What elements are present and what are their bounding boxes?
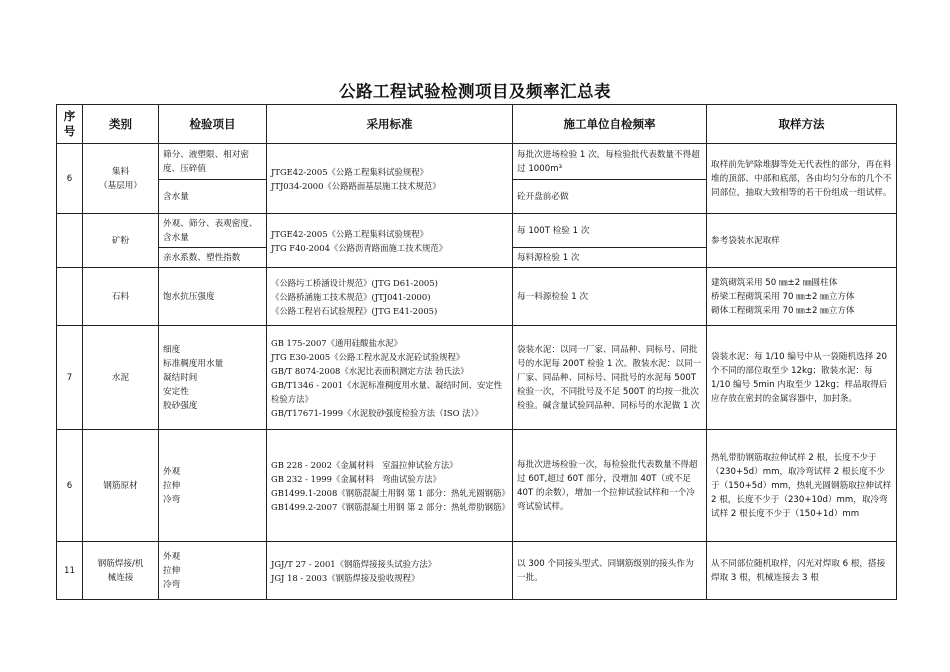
row-standards (267, 326, 513, 430)
row-category (83, 144, 159, 214)
page-title: 公路工程试验检测项目及频率汇总表 (339, 82, 611, 101)
row-items: 筛分、液塑限、相对密度、压碎值 (159, 144, 267, 180)
standard-line: GB1499.1-2008《钢筋混凝土用钢 第 1 部分：热轧光圆钢筋》 (271, 487, 510, 498)
row-frequency: 每料源检验 1 次 (513, 248, 707, 268)
header-row (57, 105, 897, 144)
header-standards: 采用标准 (267, 105, 513, 144)
row-no: 7 (57, 326, 83, 430)
table-row (57, 430, 897, 542)
sampling-line: 砌体工程砌筑采用 70 ㎜±2 ㎜立方体 (711, 305, 855, 316)
category-line: 集料 (111, 166, 130, 177)
item-line: 标准稠度用水量 (163, 358, 224, 369)
row-sampling: 袋装水泥：每 1/10 编号中从一袋随机选择 20 个不同的部位取至少 12kg；散装水泥：每 1/10 编号 5min 内取至少 12kg；样品取得后应存放在密封的金属容器中，加封条。 (707, 326, 897, 430)
item-line: 凝结时间 (163, 372, 198, 383)
header-category: 类别 (83, 105, 159, 144)
category-line: （基层用） (99, 180, 142, 191)
summary-table (56, 104, 897, 600)
standard-line: GB 228 - 2002《金属材料 室温拉伸试验方法》 (271, 459, 458, 470)
standard-line: GB/T17671-1999《水泥胶砂强度检验方法（ISO 法）》 (271, 407, 484, 418)
category-line: 钢筋焊接/机 (97, 558, 144, 569)
row-category: 水泥 (83, 326, 159, 430)
row-sampling (707, 268, 897, 326)
standard-line: GB/T1346 - 2001《水泥标准稠度用水量、凝结时间、安定性检验方法》 (271, 379, 503, 404)
standard-line: GB 175-2007《通用硅酸盐水泥》 (271, 337, 403, 348)
row-no (57, 214, 83, 268)
standard-line: JTGE42-2005《公路工程集料试验规程》 (271, 166, 429, 177)
header-frequency: 施工单位自检频率 (513, 105, 707, 144)
row-items (159, 326, 267, 430)
row-items: 外观、筛分、表观密度、含水量 (159, 214, 267, 248)
row-frequency: 每批次进场检验 1 次，每检验批代表数量不得超过 1000m³ (513, 144, 707, 180)
item-line: 拉伸 (163, 565, 181, 576)
standard-line: 《公路桥涵施工技术规范》(JTJ041-2000) (271, 291, 431, 302)
item-line: 安定性 (163, 386, 189, 397)
table-row (57, 268, 897, 326)
row-sampling: 取样前先铲除堆脚等处无代表性的部分，再在料堆的顶部、中部和底部，各由均匀分布的几个不同部位，抽取大致相等的若干份组成一组试样。 (707, 144, 897, 214)
row-items: 含水量 (159, 180, 267, 214)
item-line: 外观 (163, 466, 181, 477)
standard-line: JGJ/T 27 - 2001《钢筋焊接接头试验方法》 (271, 558, 437, 569)
row-frequency: 以 300 个同接头型式、同钢筋级别的接头作为一批。 (513, 542, 707, 600)
row-frequency: 每一料源检验 1 次 (513, 268, 707, 326)
standard-line: JTJ034-2000《公路路面基层施工技术规范》 (271, 180, 441, 191)
row-category: 钢筋原材 (83, 430, 159, 542)
row-standards (267, 430, 513, 542)
item-line: 冷弯 (163, 579, 181, 590)
header-sampling: 取样方法 (707, 105, 897, 144)
row-no: 11 (57, 542, 83, 600)
header-no: 序号 (57, 105, 83, 144)
row-items: 亲水系数、塑性指数 (159, 248, 267, 268)
sampling-line: 建筑砌筑采用 50 ㎜±2 ㎜圆柱体 (711, 277, 838, 288)
row-standards (267, 268, 513, 326)
row-standards (267, 144, 513, 214)
table-row (57, 214, 897, 248)
standard-line: JTG F40-2004《公路沥青路面施工技术规范》 (271, 242, 448, 253)
row-standards (267, 542, 513, 600)
row-sampling: 从不同部位随机取样，闪光对焊取 6 根，搭接焊取 3 根，机械连接去 3 根 (707, 542, 897, 600)
row-sampling: 参考袋装水泥取样 (707, 214, 897, 268)
row-no: 6 (57, 430, 83, 542)
category-line: 械连接 (107, 572, 134, 583)
row-no: 6 (57, 144, 83, 214)
sampling-line: 桥梁工程砌筑采用 70 ㎜±2 ㎜立方体 (711, 291, 855, 302)
row-frequency: 每 100T 检验 1 次 (513, 214, 707, 248)
row-category: 矿粉 (83, 214, 159, 268)
item-line: 细度 (163, 344, 181, 355)
row-items (159, 542, 267, 600)
standard-line: JTG E30-2005《公路工程水泥及水泥砼试验规程》 (271, 351, 465, 362)
table-row (57, 144, 897, 180)
row-category (83, 542, 159, 600)
standard-line: 《公路圬工桥涵设计规范》(JTG D61-2005) (271, 277, 438, 288)
row-frequency: 每批次进场检验一次，每检验批代表数量不得超过 60T,超过 60T 部分，没增加 40T（或不足 40T 的余数），增加一个拉伸试验试样和一个冷弯试验试样。 (513, 430, 707, 542)
table-row (57, 326, 897, 430)
standard-line: JTGE42-2005《公路工程集料试验规程》 (271, 228, 429, 239)
row-category: 石料 (83, 268, 159, 326)
row-frequency: 袋装水泥：以同一厂家、同品种、同标号、同批号的水泥每 200T 检验 1 次。散装水泥：以同一厂家、同品种、同标号、同批号的水泥每 500T 检验一次，不同批号及不足 500T 的均按一批次检验。碱含量试验同品种、同标号的水泥做 1 次 (513, 326, 707, 430)
standard-line: GB/T 8074-2008《水泥比表面积测定方法 勃氏法》 (271, 365, 469, 376)
row-items (159, 430, 267, 542)
standard-line: 《公路工程岩石试验规程》(JTG E41-2005) (271, 305, 438, 316)
row-frequency: 砼开盘前必做 (513, 180, 707, 214)
item-line: 拉伸 (163, 480, 181, 491)
item-line: 胶砂强度 (163, 400, 198, 411)
item-line: 冷弯 (163, 494, 181, 505)
item-line: 外观 (163, 551, 181, 562)
standard-line: GB1499.2-2007《钢筋混凝土用钢 第 2 部分：热轧带肋钢筋》 (271, 501, 510, 512)
header-items: 检验项目 (159, 105, 267, 144)
row-standards (267, 214, 513, 268)
row-sampling: 热轧带肋钢筋取拉伸试样 2 根，长度不少于（230+5d）mm，取冷弯试样 2 根长度不少于（150+5d）mm，热轧光圆钢筋取拉伸试样 2 根，长度不少于（230+10d）mm，取冷弯试样 2 根长度不少于（150+1d）mm (707, 430, 897, 542)
row-no (57, 268, 83, 326)
table-row (57, 542, 897, 600)
standard-line: JGJ 18 - 2003《钢筋焊接及验收规程》 (271, 572, 420, 583)
row-items: 饱水抗压强度 (159, 268, 267, 326)
standard-line: GB 232 - 1999《金属材料 弯曲试验方法》 (271, 473, 441, 484)
